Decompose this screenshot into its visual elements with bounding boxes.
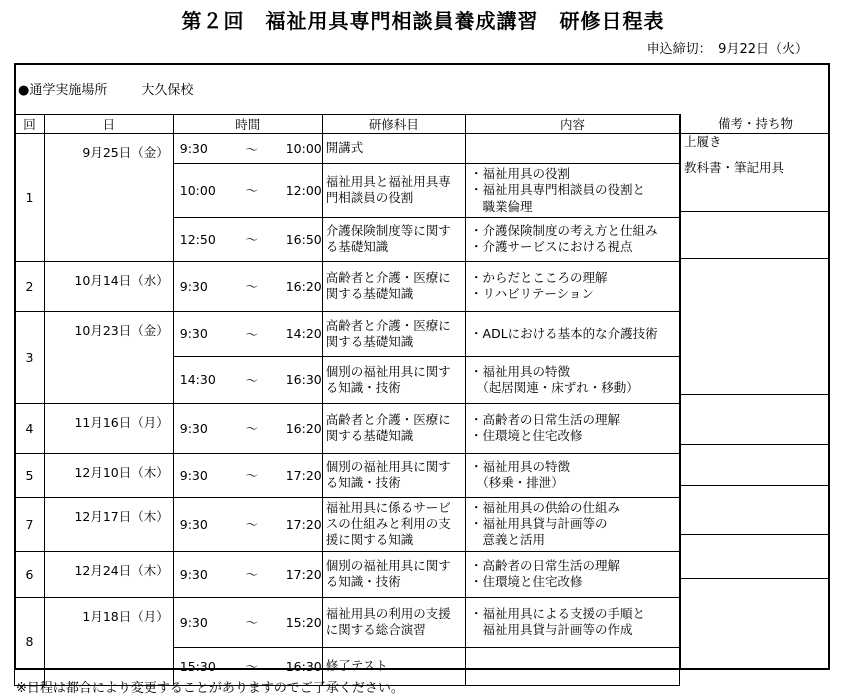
session-date xyxy=(45,497,174,551)
end-time: 16:20 xyxy=(285,420,322,436)
venue-label: ●通学実施場所 xyxy=(18,83,108,98)
subject-cell: 個別の福祉用具に関する知識・技術 xyxy=(322,356,465,403)
time-range-tilde: 〜 xyxy=(245,326,259,342)
session-number: 8 xyxy=(15,597,45,685)
table-row xyxy=(15,311,680,356)
end-time: 10:00 xyxy=(285,141,322,156)
content-line: 意義と活用 xyxy=(470,532,546,548)
subject-cell: 高齢者と介護・医療に関する基礎知識 xyxy=(322,311,465,356)
session-date xyxy=(45,453,174,497)
session-date-text: 1月18日（月） xyxy=(82,608,169,624)
time-range-tilde: 〜 xyxy=(245,279,259,295)
footnote: ※日程は都合により変更することがありますのでご了承ください。 xyxy=(16,681,404,696)
end-time: 15:20 xyxy=(285,614,322,630)
end-time: 16:30 xyxy=(285,372,322,388)
session-number: 7 xyxy=(15,497,45,551)
subject-cell: 高齢者と介護・医療に関する基礎知識 xyxy=(322,403,465,453)
time-cell xyxy=(173,551,322,597)
start-time: 10:00 xyxy=(179,182,216,198)
content-line: ・福祉用具の供給の仕組み xyxy=(470,499,621,515)
subject-cell: 介護保険制度等に関する基礎知識 xyxy=(322,217,465,261)
content-line: ・ADLにおける基本的な介護技術 xyxy=(470,325,658,341)
table-row xyxy=(15,261,680,311)
time-cell xyxy=(173,403,322,453)
content-line: ・からだとこころの理解 xyxy=(470,270,608,285)
remark-item-textbook: 教科書・筆記用具 xyxy=(684,160,785,175)
session-date xyxy=(45,134,174,262)
remarks-divider xyxy=(681,444,830,445)
time-range-tilde: 〜 xyxy=(245,141,259,157)
content-line: （移乗・排泄） xyxy=(470,475,564,491)
time-cell xyxy=(173,497,322,551)
session-number: 2 xyxy=(15,261,45,311)
subject-cell: 個別の福祉用具に関する知識・技術 xyxy=(322,551,465,597)
end-time: 16:50 xyxy=(285,231,322,247)
header-date: 日 xyxy=(45,115,174,134)
remark-item-slippers: 上履き xyxy=(684,134,722,149)
header-remarks: 備考・持ち物 xyxy=(681,114,830,134)
content-cell xyxy=(466,453,680,497)
time-range-tilde: 〜 xyxy=(245,232,259,248)
table-header-row xyxy=(15,115,680,134)
session-date-text: 10月14日（水） xyxy=(74,272,169,288)
venue-name: 大久保校 xyxy=(141,83,194,98)
schedule-table xyxy=(14,114,680,686)
end-time: 17:20 xyxy=(285,566,322,582)
content-line: ・リハビリテーション xyxy=(470,286,594,302)
table-row xyxy=(15,403,680,453)
content-cell xyxy=(466,403,680,453)
session-date-text: 9月25日（金） xyxy=(82,145,169,160)
remarks-divider xyxy=(681,485,830,486)
end-time: 12:00 xyxy=(285,182,322,198)
table-row xyxy=(15,597,680,647)
venue-line xyxy=(18,79,193,98)
table-row xyxy=(15,134,680,164)
session-number: 3 xyxy=(15,311,45,403)
page-title: 第２回 福祉用具専門相談員養成講習 研修日程表 xyxy=(181,9,665,33)
start-time: 9:30 xyxy=(179,326,208,342)
content-line: ・介護保険制度の考え方と仕組み xyxy=(470,223,658,238)
session-number: 4 xyxy=(15,403,45,453)
content-line: ・福祉用具の役割 xyxy=(470,166,571,181)
time-cell xyxy=(173,164,322,218)
session-date-text: 12月24日（木） xyxy=(74,562,169,578)
subject-cell: 高齢者と介護・医療に関する基礎知識 xyxy=(322,261,465,311)
session-number: 5 xyxy=(15,453,45,497)
session-date-text: 11月16日（月） xyxy=(74,414,169,430)
time-cell xyxy=(173,453,322,497)
time-cell xyxy=(173,261,322,311)
content-line: ・介護サービスにおける視点 xyxy=(470,239,633,255)
header-content: 内容 xyxy=(466,115,680,134)
content-cell xyxy=(466,261,680,311)
content-line: 職業倫理 xyxy=(470,198,533,214)
start-time: 9:30 xyxy=(179,278,208,294)
time-range-tilde: 〜 xyxy=(245,183,259,199)
table-row xyxy=(15,453,680,497)
session-number: 6 xyxy=(15,551,45,597)
start-time: 9:30 xyxy=(179,467,208,483)
content-cell xyxy=(466,134,680,164)
subject-cell: 福祉用具の利用の支援に関する総合演習 xyxy=(322,597,465,647)
content-cell xyxy=(466,497,680,551)
content-cell xyxy=(466,164,680,218)
session-date-text: 12月10日（木） xyxy=(74,464,169,480)
time-cell xyxy=(173,311,322,356)
content-line: ・住環境と住宅改修 xyxy=(470,428,583,444)
table-row xyxy=(15,497,680,551)
content-line: 福祉用具貸与計画等の作成 xyxy=(470,622,633,637)
content-cell xyxy=(466,647,680,685)
subject-cell: 開講式 xyxy=(322,134,465,164)
content-line: ・高齢者の日常生活の理解 xyxy=(470,557,621,573)
content-cell xyxy=(466,217,680,261)
time-cell xyxy=(173,597,322,647)
remarks-divider xyxy=(681,394,830,395)
end-time: 16:20 xyxy=(285,278,322,294)
subject-cell: 個別の福祉用具に関する知識・技術 xyxy=(322,453,465,497)
content-line: ・福祉用具による支援の手順と xyxy=(470,605,646,621)
time-range-tilde: 〜 xyxy=(245,615,259,630)
schedule-body xyxy=(15,134,680,686)
header-session-no: 回 xyxy=(15,115,45,134)
session-date-text: 10月23日（金） xyxy=(74,322,169,338)
start-time: 12:50 xyxy=(179,231,216,247)
end-time: 17:20 xyxy=(285,467,322,483)
start-time: 9:30 xyxy=(179,566,208,582)
header-time: 時間 xyxy=(173,115,322,134)
remarks-divider xyxy=(681,211,830,212)
remarks-divider xyxy=(681,578,830,579)
start-time: 9:30 xyxy=(179,141,208,156)
session-date-text: 12月17日（木） xyxy=(74,508,169,524)
content-line: ・福祉用具の特徴 xyxy=(470,459,571,474)
session-date xyxy=(45,551,174,597)
start-time: 9:30 xyxy=(179,614,208,630)
session-number: 1 xyxy=(15,134,45,262)
time-range-tilde: 〜 xyxy=(245,468,259,484)
time-cell xyxy=(173,356,322,403)
start-time: 9:30 xyxy=(179,420,208,436)
time-cell xyxy=(173,217,322,261)
session-date xyxy=(45,597,174,685)
time-range-tilde: 〜 xyxy=(245,567,259,582)
remarks-column xyxy=(680,114,830,670)
content-line: ・福祉用具の特徴 xyxy=(470,363,571,379)
end-time: 14:20 xyxy=(285,326,322,342)
content-line: ・福祉用具貸与計画等の xyxy=(470,516,608,531)
time-range-tilde: 〜 xyxy=(245,372,259,388)
content-cell xyxy=(466,311,680,356)
content-cell xyxy=(466,356,680,403)
subject-cell: 福祉用具に係るサービスの仕組みと利用の支援に関する知識 xyxy=(322,497,465,551)
time-cell xyxy=(173,134,322,164)
remarks-divider xyxy=(681,534,830,535)
end-time: 16:30 xyxy=(285,658,322,674)
start-time: 9:30 xyxy=(179,516,208,532)
time-range-tilde: 〜 xyxy=(245,517,259,533)
table-row xyxy=(15,551,680,597)
content-cell xyxy=(466,597,680,647)
time-range-tilde: 〜 xyxy=(245,659,259,674)
subject-cell: 福祉用具と福祉用具専門相談員の役割 xyxy=(322,164,465,218)
content-line: ・福祉用具専門相談員の役割と xyxy=(470,182,646,198)
content-line: ・住環境と住宅改修 xyxy=(470,574,583,589)
content-cell xyxy=(466,551,680,597)
content-line: （起居関連・床ずれ・移動） xyxy=(470,379,639,395)
application-deadline: 申込締切： 9月22日（火） xyxy=(646,42,808,57)
start-time: 15:30 xyxy=(179,658,216,674)
end-time: 17:20 xyxy=(285,516,322,532)
start-time: 14:30 xyxy=(179,372,216,388)
session-date xyxy=(45,403,174,453)
time-range-tilde: 〜 xyxy=(245,421,259,437)
session-date xyxy=(45,261,174,311)
header-subject: 研修科目 xyxy=(322,115,465,134)
remarks-divider xyxy=(681,258,830,259)
content-line: ・高齢者の日常生活の理解 xyxy=(470,412,621,427)
subject-cell: 修了テスト xyxy=(322,647,465,685)
session-date xyxy=(45,311,174,403)
